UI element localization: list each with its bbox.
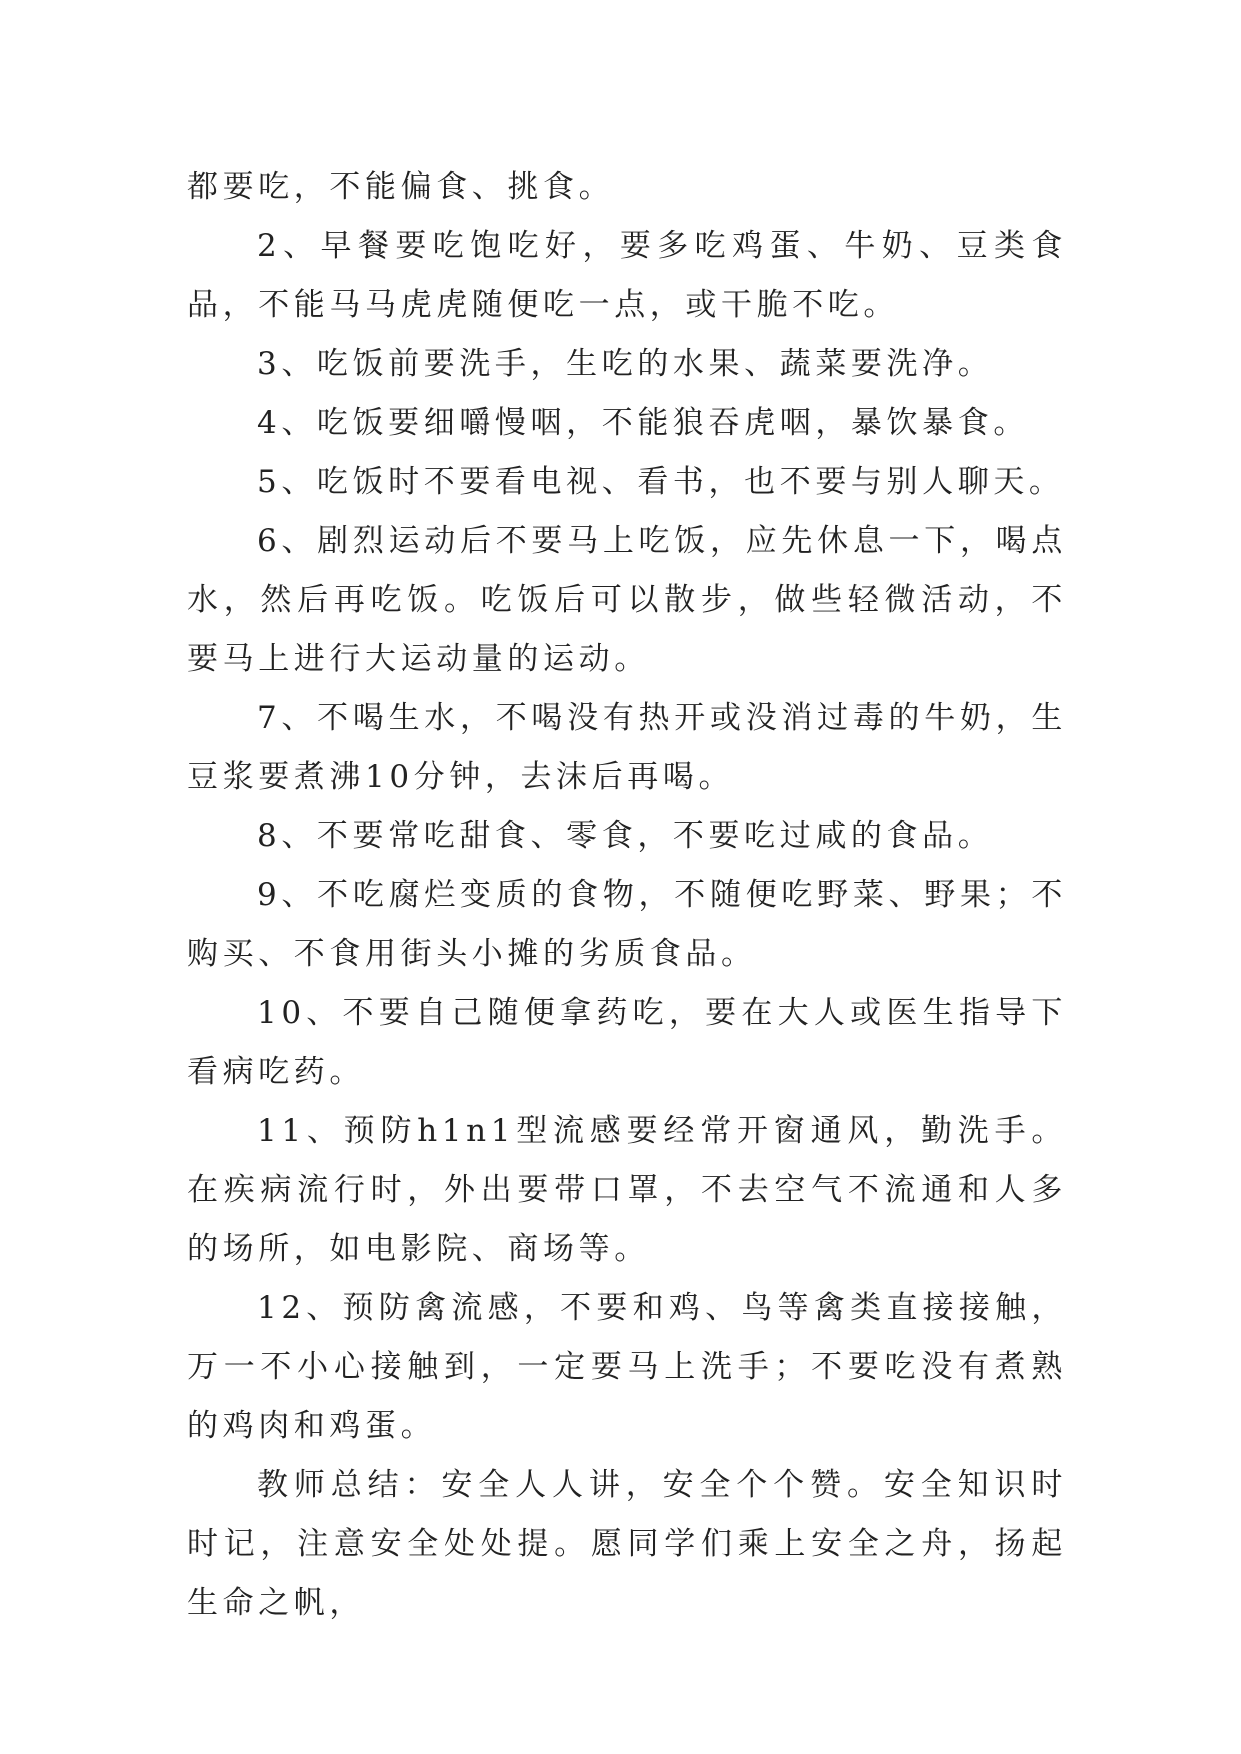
paragraph-item-11: 11、预防h1n1型流感要经常开窗通风，勤洗手。在疾病流行时，外出要带口罩，不去空气不流通和人多的场所，如电影院、商场等。	[187, 1113, 1067, 1267]
paragraph-item-9: 9、不吃腐烂变质的食物，不随便吃野菜、野果；不购买、不食用街头小摊的劣质食品。	[187, 877, 1067, 972]
paragraph-item-5: 5、吃饭时不要看电视、看书，也不要与别人聊天。	[257, 464, 1065, 500]
paragraph-item-4: 4、吃饭要细嚼慢咽，不能狼吞虎咽，暴饮暴食。	[257, 405, 1029, 441]
paragraph-item-12: 12、预防禽流感，不要和鸡、鸟等禽类直接接触，万一不小心接触到，一定要马上洗手；不要吃没有煮熟的鸡肉和鸡蛋。	[187, 1290, 1067, 1444]
paragraph-item-7: 7、不喝生水，不喝没有热开或没消过毒的牛奶，生豆浆要煮沸10分钟，去沫后再喝。	[187, 700, 1067, 795]
paragraph-teacher-summary: 教师总结：安全人人讲，安全个个赞。安全知识时时记，注意安全处处提。愿同学们乘上安全之舟，扬起生命之帆，	[187, 1467, 1067, 1621]
paragraph-item-2: 2、早餐要吃饱吃好，要多吃鸡蛋、牛奶、豆类食品，不能马马虎虎随便吃一点，或干脆不吃。	[187, 228, 1067, 323]
paragraph-continuation: 都要吃，不能偏食、挑食。	[187, 169, 615, 205]
document-body	[187, 158, 1067, 1633]
paragraph-item-3: 3、吃饭前要洗手，生吃的水果、蔬菜要洗净。	[257, 346, 994, 382]
paragraph-item-8: 8、不要常吃甜食、零食，不要吃过咸的食品。	[257, 818, 994, 854]
paragraph-item-6: 6、剧烈运动后不要马上吃饭，应先休息一下，喝点水，然后再吃饭。吃饭后可以散步，做些轻微活动，不要马上进行大运动量的运动。	[187, 523, 1067, 677]
paragraph-item-10: 10、不要自己随便拿药吃，要在大人或医生指导下看病吃药。	[187, 995, 1067, 1090]
